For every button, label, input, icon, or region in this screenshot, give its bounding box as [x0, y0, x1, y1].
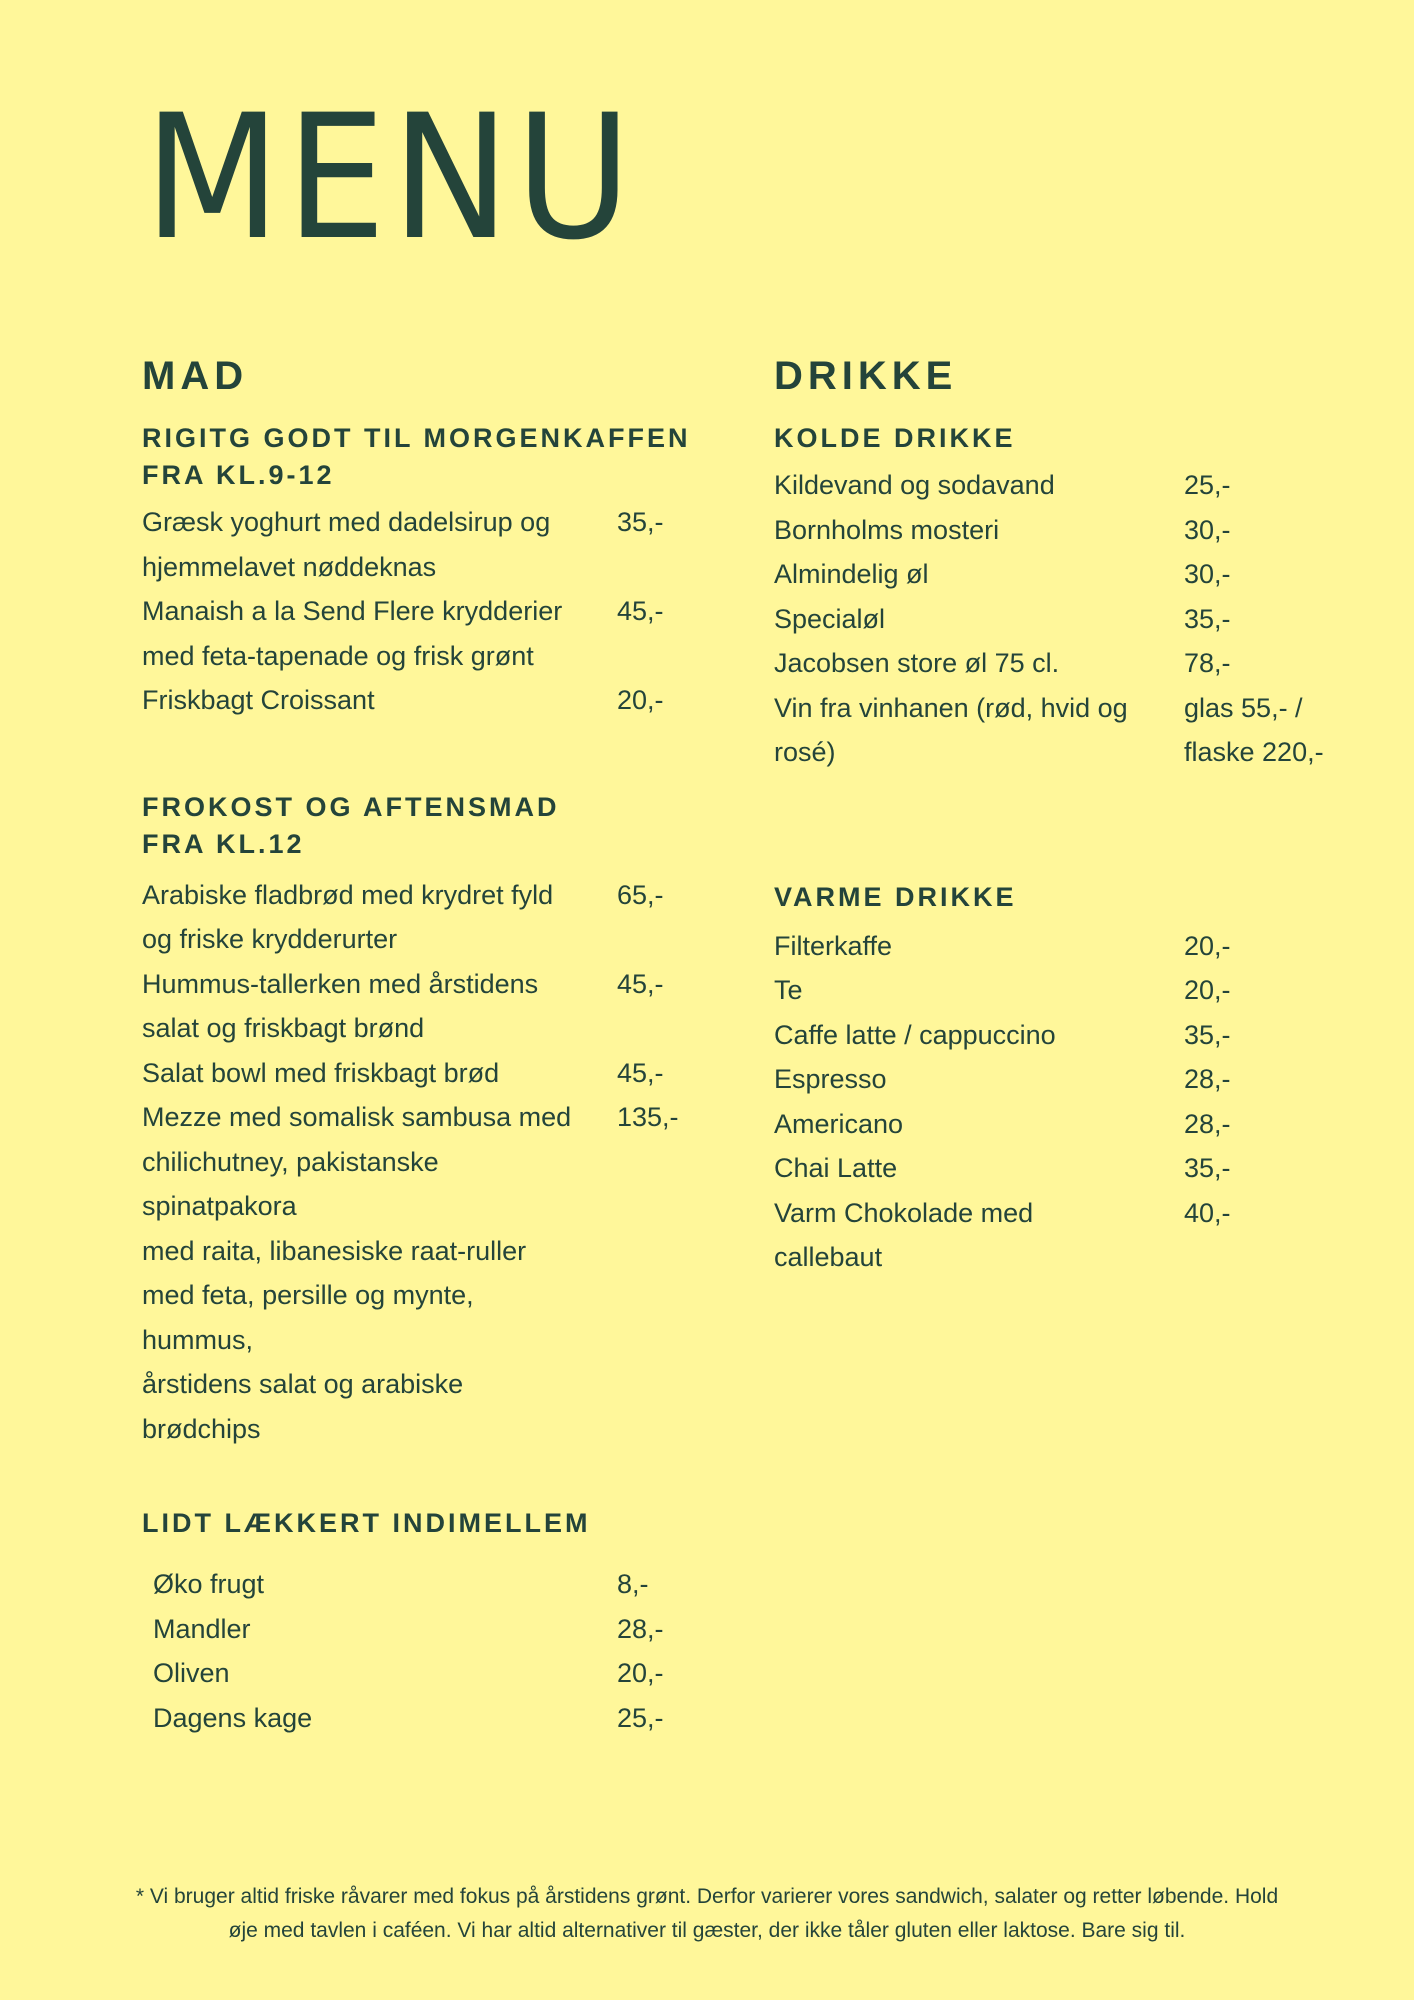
- cold-drinks-section: [774, 420, 1374, 775]
- section-title: VARME DRIKKE: [774, 881, 1017, 912]
- price: 28,-: [617, 1613, 664, 1644]
- price: 65,-: [617, 879, 664, 910]
- menu-item: Filterkaffe 20,-: [774, 924, 1374, 969]
- drinks-column: [774, 352, 1374, 1280]
- footer-note: * Vi bruger altid friske råvarer med fokus på årstidens grønt. Derfor varierer vores sandwich, salater og retter løbende. Hold øje med tavlen i caféen. Vi har altid alternativer til gæster, der ikke tåler gluten eller laktose. Bare sig til.: [135, 1885, 1279, 1942]
- menu-item: Mezze med somalisk sambusa med chilichutney, pakistanske spinatpakora med raita, libanesiske raat-ruller med feta, persille og mynte, hummus, årstidens salat og arabiske brødchips 135,-: [142, 1095, 702, 1451]
- menu-item: Specialøl 35,-: [774, 597, 1374, 642]
- price: 78,-: [1184, 648, 1231, 678]
- menu-item: Øko frugt 8,-: [142, 1562, 702, 1607]
- price: 20,-: [1184, 975, 1231, 1005]
- menu-item: Varm Chokolade med callebaut 40,-: [774, 1191, 1374, 1280]
- menu-item: Arabiske fladbrød med krydret fyld og friske krydderurter 65,-: [142, 873, 702, 962]
- section-title: RIGITG GODT TIL MORGENKAFFEN FRA KL.9-12: [142, 423, 691, 490]
- price: 40,-: [1184, 1197, 1231, 1228]
- menu-item: Mandler 28,-: [142, 1607, 702, 1652]
- menu-item: Americano 28,-: [774, 1102, 1374, 1147]
- menu-item: Espresso 28,-: [774, 1057, 1374, 1102]
- menu-item: Almindelig øl 30,-: [774, 552, 1374, 597]
- menu-item: Salat bowl med friskbagt brød 45,-: [142, 1051, 702, 1096]
- menu-item: Hummus-tallerken med årstidens salat og friskbagt brønd 45,-: [142, 962, 702, 1051]
- price: 35,-: [1184, 603, 1231, 634]
- menu-item: Bornholms mosteri 30,-: [774, 508, 1374, 553]
- menu-item: Caffe latte / cappuccino 35,-: [774, 1013, 1374, 1058]
- price: 20,-: [1184, 930, 1231, 961]
- price: 45,-: [617, 1057, 664, 1088]
- price: 20,-: [617, 685, 664, 715]
- price: glas 55,- / flaske 220,-: [1184, 692, 1324, 767]
- menu-item: Te 20,-: [774, 968, 1374, 1013]
- menu-item: Manaish a la Send Flere krydderier med feta-tapenade og frisk grønt 45,-: [142, 589, 702, 678]
- price: 45,-: [617, 596, 664, 626]
- section-title: FROKOST OG AFTENSMAD FRA KL.12: [142, 791, 560, 859]
- snacks-section: [142, 1505, 702, 1740]
- lunch-dinner-section: [142, 789, 702, 1452]
- price: 35,-: [1184, 1153, 1231, 1183]
- price: 45,-: [617, 968, 664, 999]
- price: 30,-: [1184, 559, 1231, 589]
- hot-drinks-section: [774, 879, 1374, 1280]
- drinks-heading: DRIKKE: [774, 354, 958, 398]
- food-column: [142, 352, 702, 1740]
- menu-item: Chai Latte 35,-: [774, 1146, 1374, 1191]
- menu-title: MENU: [144, 77, 637, 278]
- price: 35,-: [1184, 1019, 1231, 1050]
- menu-item: Friskbagt Croissant 20,-: [142, 678, 702, 723]
- menu-item: Græsk yoghurt med dadelsirup og hjemmelavet nøddeknas 35,-: [142, 500, 702, 589]
- morning-section: [142, 420, 702, 723]
- price: 25,-: [1184, 470, 1231, 500]
- menu-item: Dagens kage 25,-: [142, 1696, 702, 1741]
- price: 30,-: [1184, 514, 1231, 545]
- price: 8,-: [617, 1569, 649, 1599]
- price: 20,-: [617, 1658, 664, 1688]
- price: 28,-: [1184, 1108, 1231, 1139]
- menu-item: Jacobsen store øl 75 cl. 78,-: [774, 641, 1374, 686]
- price: 28,-: [1184, 1064, 1231, 1094]
- menu-item: Kildevand og sodavand 25,-: [774, 463, 1374, 508]
- price: 25,-: [617, 1702, 664, 1733]
- menu-item: Oliven 20,-: [142, 1651, 702, 1696]
- food-heading: MAD: [142, 354, 249, 398]
- price: 135,-: [617, 1102, 679, 1132]
- section-title: LIDT LÆKKERT INDIMELLEM: [142, 1508, 591, 1538]
- menu-item: Vin fra vinhanen (rød, hvid og rosé) glas 55,- / flaske 220,-: [774, 686, 1374, 775]
- section-title: KOLDE DRIKKE: [774, 423, 1016, 453]
- price: 35,-: [617, 507, 664, 537]
